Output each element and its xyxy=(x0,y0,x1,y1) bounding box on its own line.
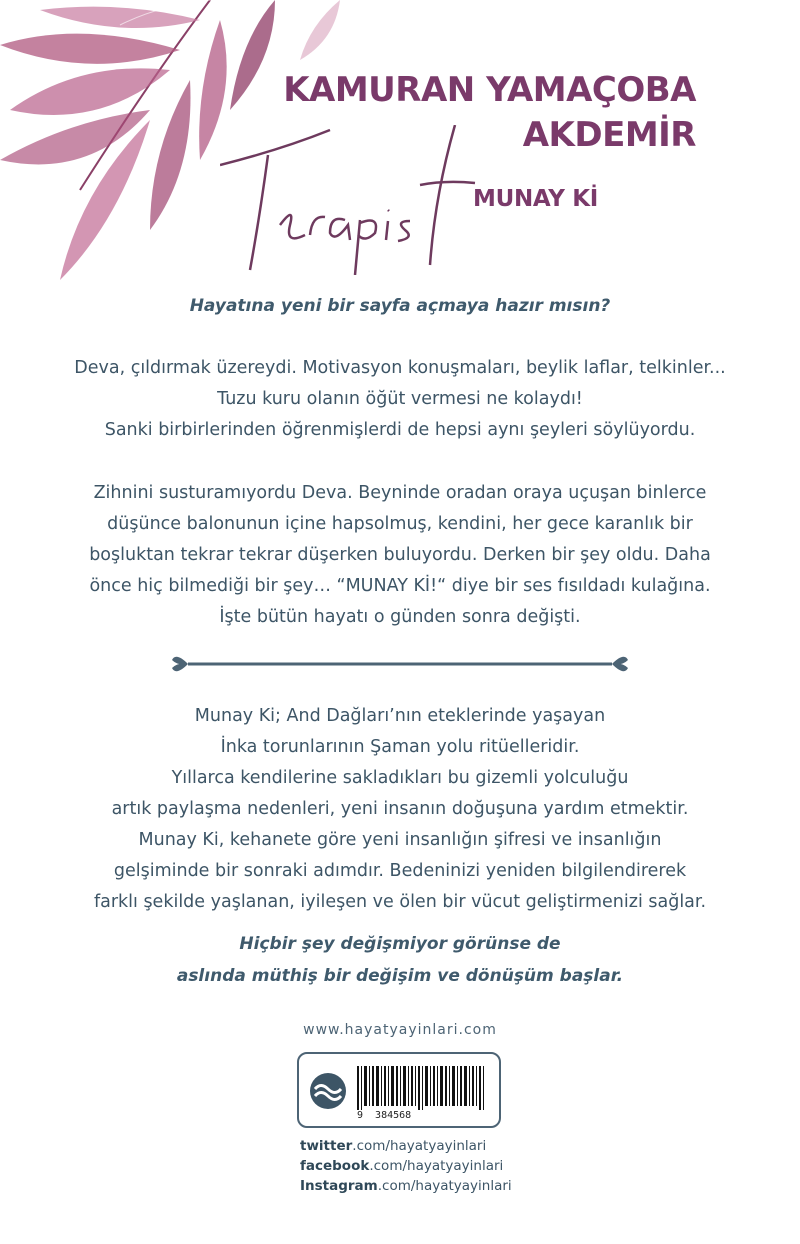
text-line: Zihnini susturamıyordu Deva. Beyninde oradan oraya uçuşan binlerce xyxy=(93,483,707,503)
social-handle: .com/hayatyayinlari xyxy=(352,1138,487,1154)
ornamental-divider xyxy=(170,650,630,678)
text-line: boşluktan tekrar tekrar düşerken buluyordu. Derken bir şey oldu. Daha xyxy=(89,545,711,565)
author-name-line1: KAMURAN YAMAÇOBA xyxy=(283,70,696,110)
text-line: aslında müthiş bir değişim ve dönüşüm başlar. xyxy=(176,966,624,986)
barcode xyxy=(357,1066,487,1110)
social-link-instagram[interactable] xyxy=(300,1178,512,1194)
facebook-brand: facebook xyxy=(300,1158,370,1174)
paragraph-story xyxy=(60,478,740,633)
author-name-line2: AKDEMİR xyxy=(522,115,696,155)
paragraph-munay-ki xyxy=(60,701,740,918)
instagram-brand: Instagram xyxy=(300,1178,378,1194)
paragraph-intro xyxy=(60,353,740,446)
text-line: düşünce balonunun içine hapsolmuş, kendini, her gece karanlık bir xyxy=(107,514,693,534)
text-line: gelşiminde bir sonraki adımdır. Bedeninizi yeniden bilgilendirerek xyxy=(113,861,687,881)
text-line: İşte bütün hayatı o günden sonra değişti. xyxy=(219,607,581,627)
publisher-website[interactable]: www.hayatyayinlari.com xyxy=(303,1022,497,1038)
book-title-script xyxy=(220,125,480,275)
social-handle: .com/hayatyayinlari xyxy=(377,1178,512,1194)
book-subtitle: MUNAY Kİ xyxy=(473,186,599,212)
social-handle: .com/hayatyayinlari xyxy=(369,1158,504,1174)
twitter-brand: twitter xyxy=(300,1138,353,1154)
text-line: Yıllarca kendilerine sakladıkları bu gizemli yolculuğu xyxy=(171,768,629,788)
text-line: Sanki birbirlerinden öğrenmişlerdi de hepsi aynı şeyleri söylüyordu. xyxy=(104,420,696,440)
text-line: artık paylaşma nedenleri, yeni insanın doğuşuna yardım etmektir. xyxy=(111,799,689,819)
tagline: Hayatına yeni bir sayfa açmaya hazır mısın? xyxy=(189,296,611,316)
social-link-twitter[interactable] xyxy=(300,1138,486,1154)
publisher-logo-icon xyxy=(309,1072,347,1110)
barcode-number: 9 384568 xyxy=(357,1110,412,1121)
text-line: Deva, çıldırmak üzereydi. Motivasyon konuşmaları, beylik laflar, telkinler... xyxy=(74,358,726,378)
social-link-facebook[interactable] xyxy=(300,1158,503,1174)
text-line: Munay Ki; And Dağları’nın eteklerinde yaşayan xyxy=(194,706,606,726)
text-line: Hiçbir şey değişmiyor görünse de xyxy=(239,934,561,954)
text-line: farklı şekilde yaşlanan, iyileşen ve ölen bir vücut geliştirmenizi sağlar. xyxy=(93,892,707,912)
closing-statement xyxy=(0,928,800,992)
text-line: Munay Ki, kehanete göre yeni insanlığın şifresi ve insanlığın xyxy=(138,830,662,850)
text-line: İnka torunlarının Şaman yolu ritüelleridir. xyxy=(220,737,580,757)
barcode-panel xyxy=(297,1052,501,1128)
text-line: önce hiç bilmediği bir şey… “MUNAY Kİ!“ diye bir ses fısıldadı kulağına. xyxy=(89,576,711,596)
text-line: Tuzu kuru olanın öğüt vermesi ne kolaydı! xyxy=(217,389,583,409)
